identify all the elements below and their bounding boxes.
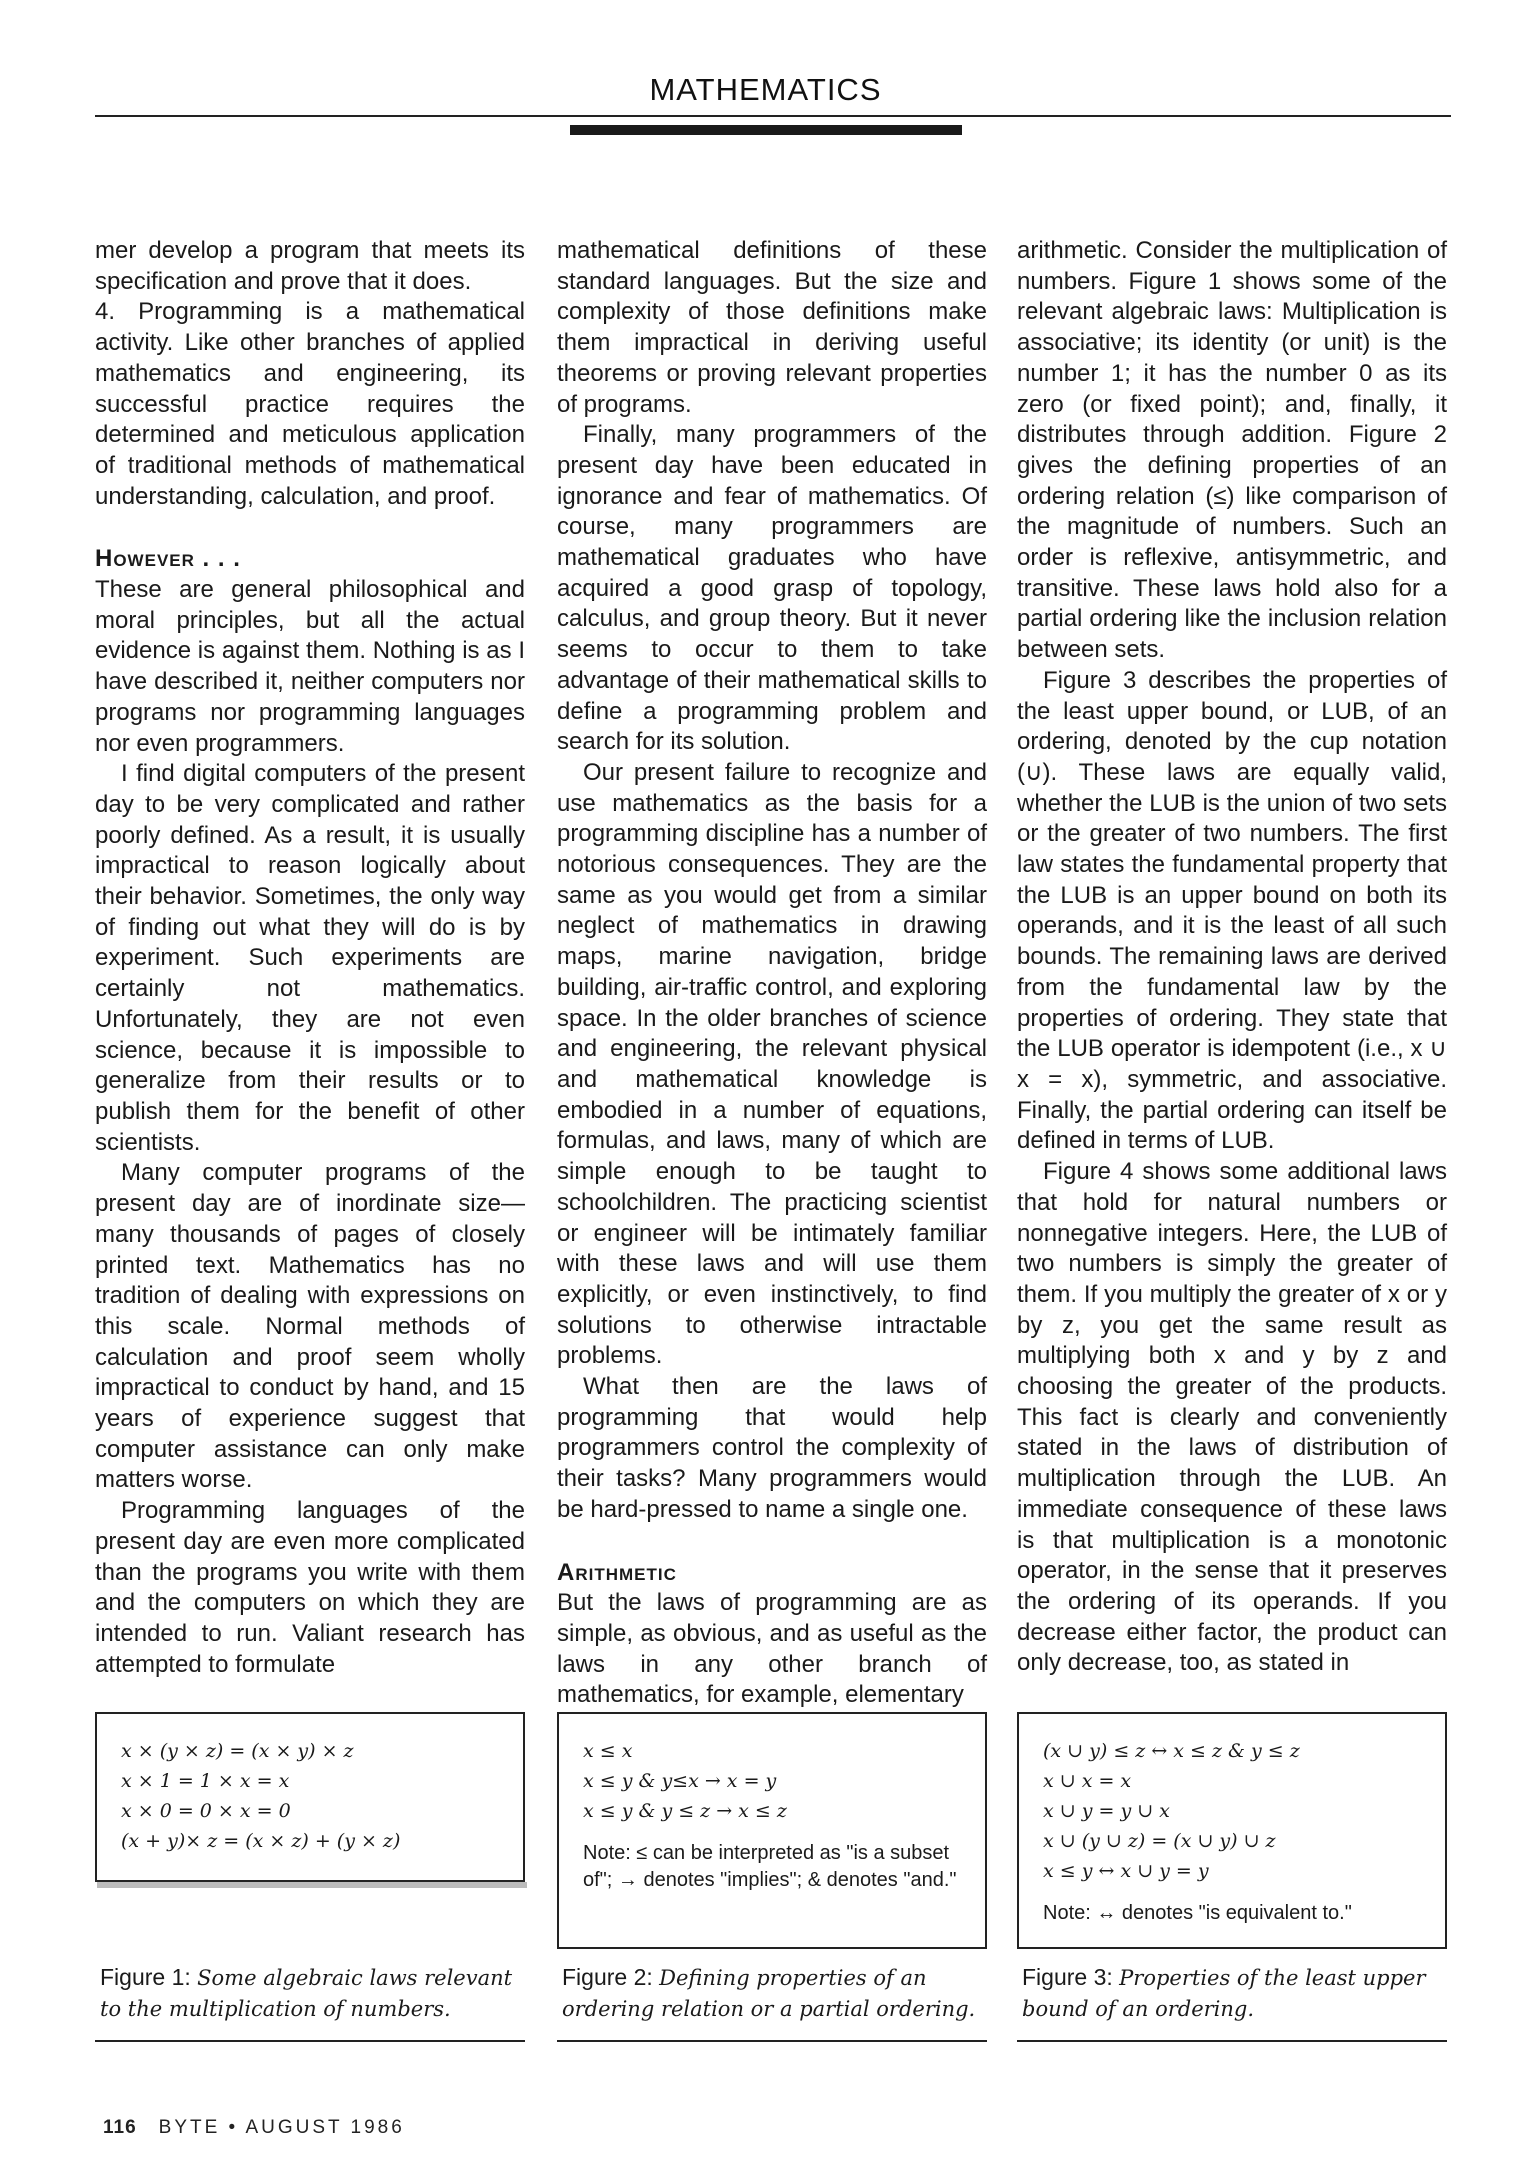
caption-rule	[557, 2040, 987, 2042]
formula-line: x ∪ x = x	[1043, 1770, 1132, 1792]
paragraph: mathematical definitions of these standard languages. But the size and complexity of those definitions make them impractical in deriving useful theorems or proving relevant properties of programs.	[557, 237, 987, 418]
formula-line: (x + y)× z = (x × z) + (y × z)	[121, 1830, 401, 1852]
caption-text: Some algebraic laws relevant to the multiplication of numbers.	[100, 1966, 513, 2021]
paragraph: These are general philosophical and moral principles, but all the actual evidence is against them. Nothing is as I have described it, neither computers nor programs nor programming languages nor even programmers.	[95, 576, 525, 757]
text-column-2	[557, 236, 987, 1711]
formula-line: x ∪ (y ∪ z) = (x ∪ y) ∪ z	[1043, 1830, 1276, 1852]
header-rule	[95, 115, 1451, 117]
text-column-1	[95, 236, 525, 1680]
section-title: MATHEMATICS	[649, 72, 882, 107]
formula-line: x ≤ y ↔ x ∪ y = y	[1043, 1860, 1209, 1882]
formula-line: x ∪ y = y ∪ x	[1043, 1800, 1170, 1822]
caption-text: Defining properties of an ordering relation or a partial ordering.	[562, 1966, 976, 2021]
paragraph: What then are the laws of programming that would help programmers control the complexity of their tasks? Many programmers would be hard-pressed to name a single one.	[557, 1373, 987, 1523]
paragraph: Programming languages of the present day are even more complicated than the programs you write with them and the computers on which they are intended to run. Valiant research has attempted to formulate	[95, 1497, 525, 1678]
paragraph: 4. Programming is a mathematical activity. Like other branches of applied mathematics and engineering, its successful practice requires the determined and meticulous application of traditional methods of mathematical understanding, calculation, and proof.	[95, 298, 525, 510]
figure-note: Note: ≤ can be interpreted as "is a subset of"; → denotes "implies"; & denotes "and."	[583, 1842, 957, 1891]
formula-line: (x ∪ y) ≤ z ↔ x ≤ z & y ≤ z	[1043, 1740, 1300, 1762]
page-footer	[103, 2117, 405, 2139]
formula-line: x × (y × z) = (x × y) × z	[121, 1740, 354, 1762]
paragraph: But the laws of programming are as simple, as obvious, and as useful as the laws in any other branch of mathematics, for example, elementary	[557, 1589, 987, 1709]
text-column-3	[1017, 236, 1447, 1679]
figure-2-box	[557, 1712, 987, 1949]
figure-1-box	[95, 1712, 525, 1882]
section-heading: However . . .	[95, 545, 241, 573]
formula-line: x ≤ y & y≤x → x = y	[583, 1770, 777, 1792]
paragraph: Finally, many programmers of the present day have been educated in ignorance and fear of mathematics. Of course, many programmers are mathematical graduates who have acquired a good grasp of topology, calculus, and group theory. But it never seems to occur to them to take advantage of their mathematical skills to define a programming problem and search for its solution.	[557, 421, 987, 756]
paragraph: mer develop a program that meets its specification and prove that it does.	[95, 237, 525, 295]
page-number: 116	[103, 2117, 137, 2138]
caption-text: Properties of the least upper bound of an ordering.	[1022, 1966, 1426, 2021]
figure-note: Note: ↔ denotes "is equivalent to."	[1043, 1902, 1352, 1924]
paragraph: Our present failure to recognize and use mathematics as the basis for a programming discipline has a number of notorious consequences. They are the same as you would get from a similar neglect of mathematics in drawing maps, marine navigation, bridge building, air-traffic control, and exploring space. In the older branches of science and engineering, the relevant physical and mathematical knowledge is embodied in a number of equations, formulas, and laws, many of which are simple enough to be taught to schoolchildren. The practicing scientist or engineer will be intimately familiar with these laws and will use them explicitly, or even instinctively, to find solutions to otherwise intractable problems.	[557, 758, 987, 1370]
figure-3-box	[1017, 1712, 1447, 1949]
caption-label: Figure 2:	[562, 1964, 653, 1990]
caption-rule	[95, 2040, 525, 2042]
figure-1-box-shadow	[97, 1882, 527, 1888]
paragraph: Figure 3 describes the properties of the least upper bound, or LUB, of an ordering, denoted by the cup notation (∪). These laws are equally valid, whether the LUB is the union of two sets or the greater of two numbers. The first law states the fundamental property that the LUB is an upper bound on both its operands, and it is the least of all such bounds. The remaining laws are derived from the fundamental law by the properties of ordering. They state that the LUB operator is idempotent (i.e., x ∪ x = x), symmetric, and associative. Finally, the partial ordering can itself be defined in terms of LUB.	[1017, 666, 1447, 1155]
paragraph: I find digital computers of the present day to be very complicated and rather poorly defined. As a result, it is usually impractical to reason logically about their behavior. Sometimes, the only way of finding out what they will do is by experiment. Such experiments are certainly not mathematics. Unfortunately, they are not even science, because it is impossible to generalize from their results or to publish them for the benefit of other scientists.	[95, 760, 525, 1156]
caption-rule	[1017, 2040, 1447, 2042]
paragraph: Many computer programs of the present day are of inordinate size—many thousands of pages of closely printed text. Mathematics has no tradition of dealing with expressions on this scale. Normal methods of calculation and proof seem wholly impractical to conduct by hand, and 15 years of experience suggest that computer assistance can only make matters worse.	[95, 1159, 525, 1494]
formula-line: x × 0 = 0 × x = 0	[121, 1800, 291, 1822]
paragraph: arithmetic. Consider the multiplication of numbers. Figure 1 shows some of the relevant algebraic laws: Multiplication is associative; its identity (or unit) is the number 1; it has the number 0 as its zero (or fixed point); and, finally, it distributes through addition. Figure 2 gives the defining properties of an ordering relation (≤) like comparison of the magnitude of numbers. Such an order is reflexive, antisymmetric, and transitive. These laws hold also for a partial ordering like the inclusion relation between sets.	[1017, 237, 1447, 664]
formula-line: x ≤ x	[583, 1740, 633, 1762]
paragraph: Figure 4 shows some additional laws that hold for natural numbers or nonnegative integers. Here, the LUB of two numbers is simply the greater of them. If you multiply the greater of x or y by z, you get the same result as multiplying both x and y by z and choosing the greater of the products. This fact is clearly and conveniently stated in the laws of distribution of multiplication through the LUB. An immediate consequence of these laws is that multiplication is a monotonic operator, in the sense that it preserves the ordering of its operands. If you decrease either factor, the product can only decrease, too, as stated in	[1017, 1158, 1447, 1677]
formula-line: x × 1 = 1 × x = x	[121, 1770, 290, 1792]
figure-3-caption	[1022, 1962, 1442, 2024]
figure-1-caption	[100, 1962, 520, 2024]
section-heading: Arithmetic	[557, 1558, 677, 1586]
header-bar	[570, 125, 962, 135]
formula-line: x ≤ y & y ≤ z → x ≤ z	[583, 1800, 787, 1822]
figure-2-caption	[562, 1962, 982, 2024]
publication-info: BYTE • AUGUST 1986	[158, 2117, 405, 2138]
caption-label: Figure 1:	[100, 1964, 191, 1990]
caption-label: Figure 3:	[1022, 1964, 1113, 1990]
